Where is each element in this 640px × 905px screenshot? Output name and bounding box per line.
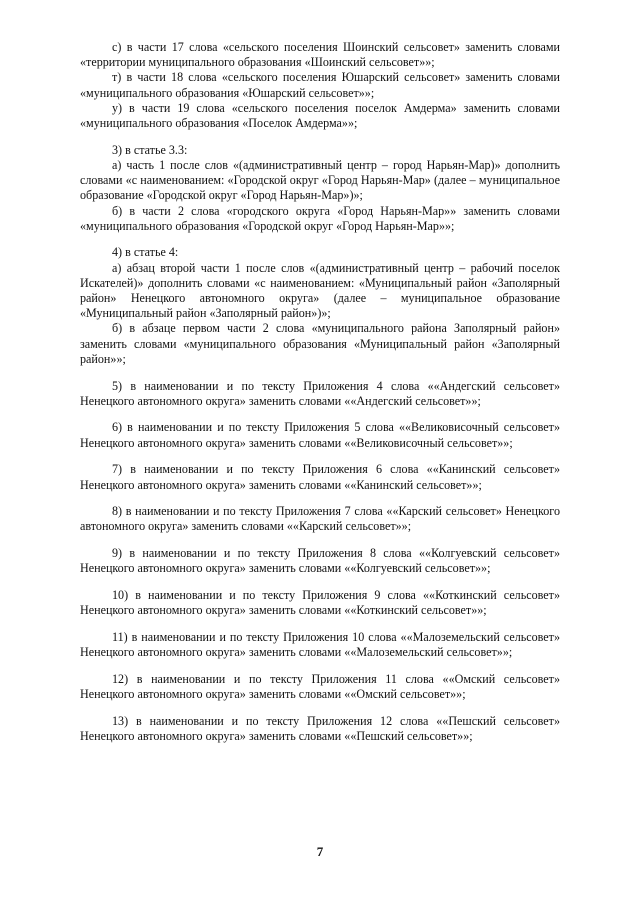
paragraph-article-3-3-b: б) в части 2 слова «городского округа «Город Нарьян-Мар»» заменить словами «муниципального образования «Городской округ «Город Нарьян-Мар»»; xyxy=(80,203,560,233)
paragraph-item-11: 11) в наименовании и по тексту Приложения 10 слова ««Малоземельский сельсовет» Ненецкого автономного округа» заменить словами ««Малоземельский сельсовет»»; xyxy=(80,630,560,660)
page-number: 7 xyxy=(316,844,324,859)
paragraph-item-5: 5) в наименовании и по тексту Приложения 4 слова ««Андегский сельсовет» Ненецкого автономного округа» заменить словами ««Андегский сельсовет»»; xyxy=(80,378,560,408)
paragraph-item-9: 9) в наименовании и по тексту Приложения 8 слова ««Колгуевский сельсовет» Ненецкого автономного округа» заменить словами ««Колгуевский сельсовет»»; xyxy=(80,546,560,576)
paragraph-item-12: 12) в наименовании и по тексту Приложения 11 слова ««Омский сельсовет» Ненецкого автономного округа» заменить словами ««Омский сельсовет»»; xyxy=(80,671,560,702)
paragraph-item-7: 7) в наименовании и по тексту Приложения 6 слова ««Канинский сельсовет» Ненецкого автономного округа» заменить словами ««Канинский сельсовет»»; xyxy=(80,462,560,492)
paragraph-item-t: т) в части 18 слова «сельского поселения Юшарский сельсовет» заменить словами «муниципального образования «Юшарский сельсовет»»; xyxy=(80,70,560,100)
paragraph-article-3-3-a: а) часть 1 после слов «(административный центр – город Нарьян-Мар)» дополнить словами «с наименованием: «Городской округ «Город Нарьян-Мар» (далее – муниципальное образование «Городской округ «Город Нарьян-Мар»)»; xyxy=(80,157,560,203)
paragraph-article-4-a: а) абзац второй части 1 после слов «(административный центр – рабочий поселок Искателей)» дополнить словами «с наименованием: «Муниципальный район «Заполярный район» Ненецкого автономного округа» (далее – муниципальное образование «Муниципальный район «Заполярный район»)»; xyxy=(80,260,560,321)
paragraph-article-4: 4) в статье 4: xyxy=(112,245,179,260)
paragraph-item-8: 8) в наименовании и по тексту Приложения 7 слова ««Карский сельсовет» Ненецкого автономного округа» заменить словами ««Карский сельсовет»»; xyxy=(80,504,560,534)
paragraph-article-4-b: б) в абзаце первом части 2 слова «муниципального района Заполярный район» заменить словами «муниципального образования «Муниципальный район «Заполярный район»»; xyxy=(80,321,560,366)
paragraph-item-s: с) в части 17 слова «сельского поселения Шоинский сельсовет» заменить словами «территории муниципального образования «Шоинский сельсовет»»; xyxy=(80,40,560,70)
paragraph-item-u: у) в части 19 слова «сельского поселения поселок Амдерма» заменить словами «муниципального образования «Поселок Амдерма»»; xyxy=(80,100,560,131)
paragraph-article-3-3: 3) в статье 3.3: xyxy=(112,142,188,157)
paragraph-item-13: 13) в наименовании и по тексту Приложения 12 слова ««Пешский сельсовет» Ненецкого автономного округа» заменить словами ««Пешский сельсовет»»; xyxy=(80,713,560,744)
paragraph-item-6: 6) в наименовании и по тексту Приложения 5 слова ««Великовисочный сельсовет» Ненецкого автономного округа» заменить словами ««Великовисочный сельсовет»»; xyxy=(80,420,560,450)
paragraph-item-10: 10) в наименовании и по тексту Приложения 9 слова ««Коткинский сельсовет» Ненецкого автономного округа» заменить словами ««Коткинский сельсовет»»; xyxy=(80,588,560,618)
document-page xyxy=(80,40,560,744)
